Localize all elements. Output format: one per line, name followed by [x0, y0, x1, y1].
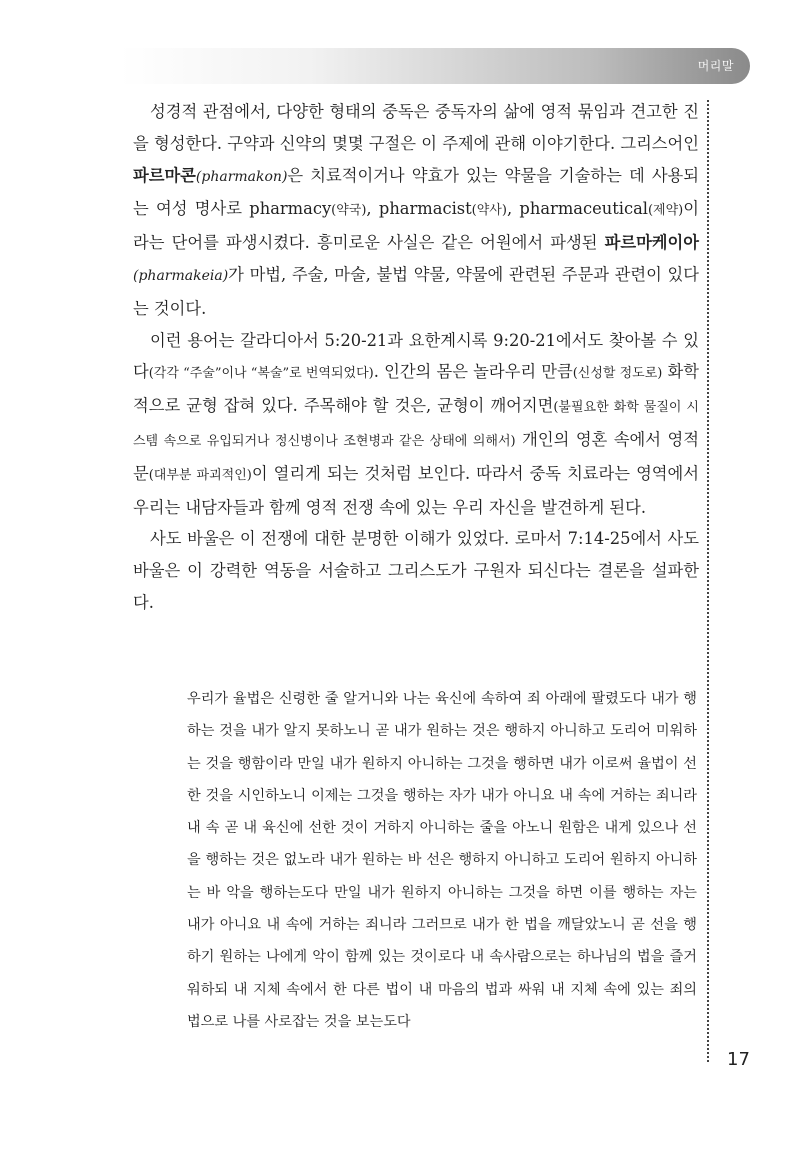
p2-text-c: 화학적으로 균형 잡혀 있다. 주목해야 할 것은, 균형이 깨어지면 — [133, 362, 700, 416]
term-pharmakeia: 파르마케이아 — [604, 233, 699, 253]
paragraph-1 — [133, 96, 699, 325]
scripture-quote: 우리가 율법은 신령한 줄 알거니와 나는 육신에 속하여 죄 아래에 팔렸도다 내가 행하는 것을 내가 알지 못하노니 곧 내가 원하는 것은 행하지 아니하고 도리어 미워하는 것을 행함이라 만일 내가 원하지 아니하는 그것을 행하면 내가 이로써 율법이 선한 것을 시인하노니 이제는 그것을 행하는 자가 내가 아니요 내 속에 거하는 죄니라 내 속 곧 내 육신에 선한 것이 거하지 아니하는 줄을 아노니 원함은 내게 있으나 선을 행하는 것은 없노라 내가 원하는 바 선은 행하지 아니하고 도리어 원하지 아니하는 바 악을 행하는도다 만일 내가 원하지 아니하는 그것을 하면 이를 행하는 자는 내가 아니요 내 속에 거하는 죄니라 그러므로 내가 한 법을 깨달았노니 곧 선을 행하기 원하는 나에게 악이 함께 있는 것이로다 내 속사람으로는 하나님의 법을 즐거워하되 내 지체 속에서 한 다른 법이 내 마음의 법과 싸워 내 지체 속에 있는 죄의 법으로 나를 사로잡는 것을 보는도다 — [187, 691, 697, 1030]
section-label: 머리말 — [697, 59, 734, 73]
p1-text-f: 가 마법, 주술, 마술, 불법 약물, 약물에 관련된 주문과 관련이 있다는 것이다. — [133, 264, 699, 318]
term-pharmakon: 파르마콘 — [133, 165, 196, 185]
p1-text-d: , pharmaceutical — [506, 199, 648, 219]
p2-text-e: 이 열리게 되는 것처럼 보인다. 따라서 중독 치료라는 영역에서 우리는 내담자들과 함께 영적 전쟁 속에 있는 우리 자신을 발견하게 된다. — [133, 463, 699, 517]
body-text — [133, 96, 699, 619]
page-number: 17 — [727, 1049, 750, 1070]
term-pharmakon-latin: (pharmakon) — [195, 168, 288, 185]
p1-text-a: 성경적 관점에서, 다양한 형태의 중독은 중독자의 삶에 영적 묶임과 견고한 진을 형성한다. 구약과 신약의 몇몇 구절은 이 주제에 관해 이야기한다. 그리스어인 — [133, 102, 699, 153]
p1-note-2: (약사) — [471, 203, 507, 219]
p2-note-2: (신성할 정도로) — [572, 366, 663, 382]
p1-note-1: (약국) — [331, 203, 367, 219]
p2-note-1: (각각 “주술”이나 “복술”로 번역되었다) — [148, 366, 374, 382]
p1-note-3: (제약) — [647, 203, 684, 219]
p2-text-b: . 인간의 몸은 놀라우리 만큼 — [373, 362, 573, 382]
p2-note-4: (대부분 파괴적인) — [148, 467, 252, 483]
p1-text-c: , pharmacist — [366, 199, 472, 219]
paragraph-2 — [133, 325, 699, 524]
p2-text-d: 개인의 영혼 속에서 영적 문 — [133, 429, 699, 483]
p2-note-3: (불필요한 화학 물질이 시스템 속으로 유입되거나 정신병이나 조현병과 같은 상태에 의해서) — [133, 400, 699, 449]
p2-text-a: 이런 용어는 갈라디아서 5:20-21과 요한계시록 9:20-21에서도 찾아볼 수 있다 — [133, 330, 699, 382]
margin-rule — [707, 100, 709, 1062]
paragraph-3: 사도 바울은 이 전쟁에 대한 분명한 이해가 있었다. 로마서 7:14-25에서 사도 바울은 이 강력한 역동을 서술하고 그리스도가 구원자 되신다는 결론을 설파한다. — [133, 529, 699, 612]
p1-text-b: 은 치료적이거나 약효가 있는 약물을 기술하는 데 사용되는 여성 명사로 pharmacy — [133, 165, 699, 219]
term-pharmakeia-latin: (pharmakeia) — [133, 267, 229, 284]
header-bar — [120, 48, 750, 84]
p1-text-e: 이라는 단어를 파생시켰다. 흥미로운 사실은 같은 어원에서 파생된 — [133, 199, 699, 253]
